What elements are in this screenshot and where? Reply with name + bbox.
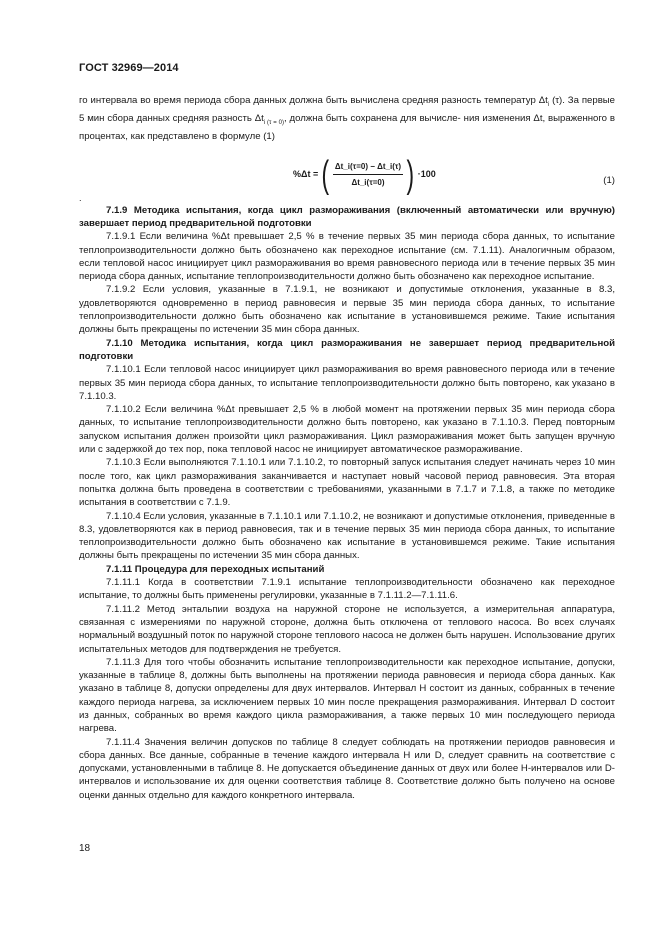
intro-line-3: ния изменения Δt, выраженного в процентах, как представлено в формуле (1) [79, 113, 615, 143]
paragraph: 7.1.9.2 Если условия, указанные в 7.1.9.1, не возникают и допустимые отклонения, указанные в 8.3, удовлетворяются одновременно в период равновесия и первые 35 мин периода сбора данных, то испытание теплопроизводительности должно быть обозначено как испытание в установившемся режиме. Такие испытания должны быть прекращены по истечении 35 мин сбора данных. [79, 284, 615, 336]
formula-number: (1) [603, 174, 615, 186]
paragraph: 7.1.11.4 Значения величин допусков по таблице 8 следует соблюдать на протяжении периодов равновесия и сбора данных. Все данные, собранные в течение каждого интервала Н или D, следует сравнить на соответствие с допусками, установленными в таблице 8. Не допускается объединение данных от двух или более Н-интервалов или D-интервалов и использование их для оценки соответствия таблице 8. Соответствие должно быть получено на основе оценки данных отдельно для каждого конкретного интервала. [79, 736, 615, 801]
intro-line-1: го интервала во время периода сбора данных должна быть вычислена средняя разность температур Δt [79, 95, 548, 106]
paragraph: 7.1.10.1 Если тепловой насос инициирует цикл размораживания во время равновесного периода или в течение первых 35 мин периода сбора данных, то испытание теплопроизводительности должно быть повторено, как указано в 7.1.10.3. [79, 364, 615, 402]
paragraph: 7.1.10.2 Если величина %Δt превышает 2,5 % в любой момент на протяжении первых 35 мин периода сбора данных, то испытание теплопроизводительности должно быть повторено, как указано в 7.1.10.3. Перед повторным запуском испытания должен произойти цикл размораживания. Цикл размораживания может быть запущен вручную или с задержкой до тех пор, пока тепловой насос не инициирует автоматическое размораживание. [79, 404, 615, 456]
left-paren: ( [321, 153, 330, 196]
formula-multiplier: ·100 [417, 169, 436, 180]
formula-denominator: Δt_i(τ=0) [351, 178, 385, 188]
formula-block [79, 144, 615, 204]
document-body [79, 94, 615, 802]
paragraph: 7.1.9.1 Если величина %Δt превышает 2,5 % в течение первых 35 мин периода сбора данных, то испытание теплопроизводительности должно быть обозначено как переходное испытание (см. 7.1.11). Аналогичным образом, если тепловой насос инициирует цикл размораживания во время равновесного периода или в течение первых 35 мин периода сбора данных, испытание теплопроизводительности должно быть обозначено как переходное испытание. [79, 231, 615, 283]
section-heading: 7.1.10 Методика испытания, когда цикл размораживания не завершает период предварительной подготовки [79, 337, 615, 362]
formula-fraction [333, 160, 403, 190]
intro-paragraph: го интервала во время периода сбора данных должна быть вычислена средняя разность температур $\Delta t_i$ (τ). За первые 5 мин сбора данных средняя разность $\Delta t_{i (\tau = 0)}$, должна быть сохранена для вычисле- ния изменения Δt, выраженного в процентах, как представлено в формуле (1) [79, 95, 616, 143]
formula-dot: . [79, 192, 82, 203]
paragraph: 7.1.10.3 Если выполняются 7.1.10.1 или 7.1.10.2, то повторный запуск испытания следует начинать через 10 мин после того, как цикл размораживания заканчивается и наступает новый часовой период равновесия. Эта вторая попытка должна быть проведена в соответствии с требованиями, указанными в 7.1.7 и 7.1.8, а также по методике испытания в соответствии с 7.1.9. [79, 457, 615, 509]
paragraph: 7.1.11.3 Для того чтобы обозначить испытание теплопроизводительности как переходное испытание, допуски, указанные в таблице 8, должны быть выполнены на протяжении периода равновесия и периода сбора данных. Как указано в таблице 8, допуски определены для двух интервалов. Интервал Н состоит из данных, собранных в течение каждого периода нагрева, за исключением первых 10 мин после прекращения размораживания. Интервал D состоит из данных, собранных во время каждого цикла размораживания, а также первых 10 мин последующего периода нагрева. [79, 656, 615, 735]
sections-list [79, 204, 615, 802]
intro-line-2b: должна быть сохранена для вычисле- [289, 113, 461, 125]
section-heading: 7.1.11 Процедура для переходных испытаний [106, 563, 325, 575]
document-header: ГОСТ 32969—2014 [79, 62, 179, 74]
paragraph: 7.1.11.2 Метод энтальпии воздуха на наружной стороне не используется, а измерительная аппаратура, связанная с измерениями по наружной стороне, должна быть отключена от теплового насоса. Во всех случаях нормальный воздушный поток по наружной стороне теплового насоса не должен быть нарушен. Использование других испытательных методов для подтверждения не требуется. [79, 603, 615, 655]
formula-numerator: Δt_i(τ=0) − Δt_i(τ) [333, 160, 403, 175]
paragraph: 7.1.11.1 Когда в соответствии 7.1.9.1 испытание теплопроизводительности обозначено как переходное испытание, то должны быть применены регулировки, указанные в 7.1.11.2—7.1.11.6. [79, 577, 615, 602]
paragraph: 7.1.10.4 Если условия, указанные в 7.1.10.1 или 7.1.10.2, не возникают и допустимые отклонения, приведенные в 8.3, удовлетворяются как в период равновесия, так и в течение первых 35 мин периода сбора данных, то испытание теплопроизводительности должно быть обозначено как испытание в установившемся режиме. Такие испытания должны быть прекращены по истечении 35 мин сбора данных. [79, 510, 615, 562]
section-heading: 7.1.9 Методика испытания, когда цикл размораживания (включенный автоматически или вручную) завершает период предварительной подготовки [79, 204, 615, 229]
formula-1 [293, 153, 436, 196]
page-number: 18 [79, 843, 91, 854]
formula-lhs: %Δt = [293, 169, 319, 180]
intro-line-2: (τ). За первые 5 мин сбора данных средняя разность Δt [79, 95, 616, 125]
right-paren: ) [406, 153, 415, 196]
